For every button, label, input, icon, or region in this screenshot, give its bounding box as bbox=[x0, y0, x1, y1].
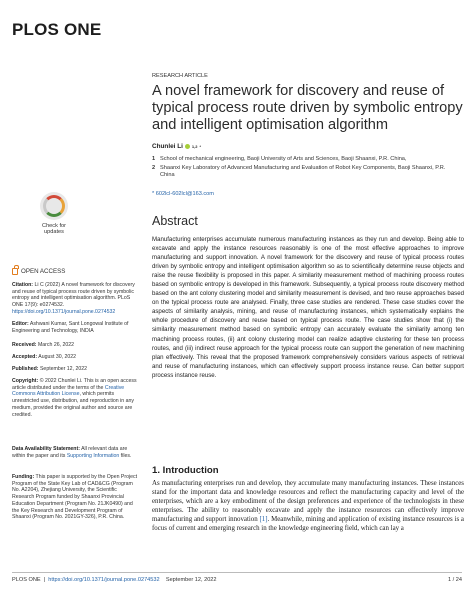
supporting-information-link[interactable]: Supporting Information bbox=[66, 452, 120, 459]
received-date: March 26, 2022 bbox=[37, 342, 75, 348]
data-availability-block bbox=[12, 446, 138, 459]
open-access-label bbox=[12, 268, 65, 275]
accepted-date: August 30, 2022 bbox=[38, 354, 77, 360]
introduction-heading: 1. Introduction bbox=[152, 465, 219, 476]
copyright-text-end: , which permits unrestricted use, distribution, and reproduction in any medium, provided the original author and source are credited. bbox=[12, 391, 134, 418]
check-for-updates-badge[interactable] bbox=[32, 192, 76, 246]
corresponding-mark: * bbox=[199, 144, 202, 149]
copyright-label: Copyright: bbox=[12, 378, 39, 384]
accepted-label: Accepted: bbox=[12, 354, 38, 360]
check-updates-icon bbox=[43, 195, 65, 217]
author-line bbox=[152, 143, 201, 150]
received-label: Received: bbox=[12, 342, 37, 348]
citation-block bbox=[12, 282, 138, 316]
article-title: A novel framework for discovery and reuse of typical process route driven by symbolic entropy and intelligent optimisation algorithm bbox=[152, 83, 463, 133]
abstract-heading: Abstract bbox=[152, 214, 198, 228]
affiliation-1 bbox=[152, 156, 457, 163]
published-label: Published: bbox=[12, 366, 39, 372]
affiliation-text: Shaanxi Key Laboratory of Advanced Manufacturing and Evaluation of Robot Key Components, Baoji Shaanxi, P.R. China bbox=[160, 165, 446, 178]
open-lock-icon bbox=[12, 268, 18, 275]
editor-text: Ashwani Kumar, Sant Longowal Institute of Engineering and Technology, INDIA bbox=[12, 321, 129, 334]
page-footer bbox=[12, 577, 462, 583]
affiliation-text: School of mechanical engineering, Baoji University of Arts and Sciences, Baoji Shaanxi, P.R. China, bbox=[160, 156, 407, 162]
citation-doi-link[interactable]: https://doi.org/10.1371/journal.pone.0274532 bbox=[12, 308, 116, 315]
data-availability-label: Data Availability Statement: bbox=[12, 446, 80, 452]
introduction-text bbox=[152, 479, 464, 533]
orcid-icon[interactable] bbox=[185, 144, 190, 149]
article-type: RESEARCH ARTICLE bbox=[152, 73, 208, 79]
citation-text: Li C (2022) A novel framework for discovery and reuse of typical process route driven by symbolic entropy and intelligent optimisation algorithm. PLoS ONE 17(9): e0274532. bbox=[12, 282, 135, 309]
citation-link[interactable]: [1] bbox=[259, 516, 268, 524]
editor-label: Editor: bbox=[12, 321, 29, 327]
data-availability-text: All relevant data are within the paper and its bbox=[12, 446, 128, 459]
published-block bbox=[12, 366, 138, 373]
footer-doi-link[interactable]: https://doi.org/10.1371/journal.pone.0274532 bbox=[48, 577, 160, 583]
abstract-text: Manufacturing enterprises accumulate numerous manufacturing instances as they run and develop. Being able to excavate and apply the instance resources reasonably is one of the most effective approaches to improve manufacturing and support innovation. A novel framework for the discovery and reuse of typical process routes driven by symbolic entropy and intelligent optimisation algorithm so as to scientifically determine reuse objects and raise the reuse flexibility is proposed in this paper. A similarity measurement method of machining process routes based on symbolic entropy is developed in this framework. Subsequently, a typical process route discovery method based on the ant colony clustering model and similarity measurement is devised, and two reuse approaches based on the typical process route are analysed. Finally, three case studies are rendered. These case studies cover the aspects of similarity analysis, mining, and reuse of manufacturing instances, which systematically explains the whole procedure of discovery and reuse based on typical process route. The case studies show that (i) the similarity measurement method based on symbolic entropy can accurately evaluate the similarity among ten machining process routes, (ii) ant colony clustering model can realize adaptive clustering for these ten process routes, and (iii) indirect reuse approach for the typical process route can support the generation of new machining plan effectively. This reveal that the proposed framework comprehensively considers various aspects of retrieval and reuse of manufacturing instances, which can effectively support process instance reuse. Can better support process instance reuse. bbox=[152, 236, 464, 379]
editor-block bbox=[12, 321, 138, 334]
footer-date: September 12, 2022 bbox=[165, 577, 217, 583]
funding-text: This paper is supported by the Open Project Program of the State Key Lab of CAD&CG (Program No. A2204), Zhejiang University, the Scientific Research Program funded by Shaanxi Provincial Education Department (Program No. 21JK0490) and the Key Research and Development Program of Shaanxi (Program No. 2021GY-326), P.R. China. bbox=[12, 474, 138, 521]
open-access-text: OPEN ACCESS bbox=[21, 268, 66, 275]
funding-label: Funding: bbox=[12, 474, 35, 480]
page-number: 1 / 24 bbox=[448, 577, 462, 583]
author-name: Chunlei Li bbox=[152, 143, 183, 150]
received-block bbox=[12, 342, 138, 349]
affiliation-2 bbox=[152, 165, 457, 179]
affiliation-number: 1 bbox=[152, 156, 156, 162]
funding-block bbox=[12, 474, 138, 521]
intro-text-part: As manufacturing enterprises run and develop, they accumulate many manufacturing instances. These instances stand for the important data and knowledge resources and reflect the manufacturing capacity and level of the enterprises, which are a key embodiment of the design preferences and experience of the technologists in these enterprises. The ability to reasonably excavate and apply the instance resources can effectively improve manufacturing and support innovation bbox=[152, 480, 464, 524]
check-updates-label: Check for updates bbox=[42, 223, 66, 236]
intro-text-part: . Meanwhile, mining and application of existing instance resources is a focus of current and emerging research in the knowledge engineering field, which can lay a bbox=[152, 516, 464, 533]
data-availability-text-end: files. bbox=[120, 452, 132, 459]
journal-logo: PLOS ONE bbox=[12, 20, 102, 39]
author-affiliation-marks: 1,2 bbox=[191, 144, 198, 149]
citation-label: Citation: bbox=[12, 282, 34, 288]
footer-citation: PLOS ONE | https://doi.org/10.1371/journal.pone.0274532 September 12, 2022 bbox=[12, 577, 217, 583]
license-link[interactable]: Creative Commons Attribution License bbox=[12, 384, 125, 398]
affiliation-number: 2 bbox=[152, 165, 156, 171]
corresponding-email[interactable]: * 602lcl-602lcl@163.com bbox=[152, 191, 214, 197]
footer-divider bbox=[12, 572, 462, 573]
copyright-text: © 2022 Chunlei Li. This is an open access article distributed under the terms of the bbox=[12, 378, 137, 391]
footer-journal: PLOS ONE bbox=[12, 577, 41, 583]
copyright-block bbox=[12, 378, 138, 418]
accepted-block bbox=[12, 354, 138, 361]
published-date: September 12, 2022 bbox=[39, 366, 87, 372]
